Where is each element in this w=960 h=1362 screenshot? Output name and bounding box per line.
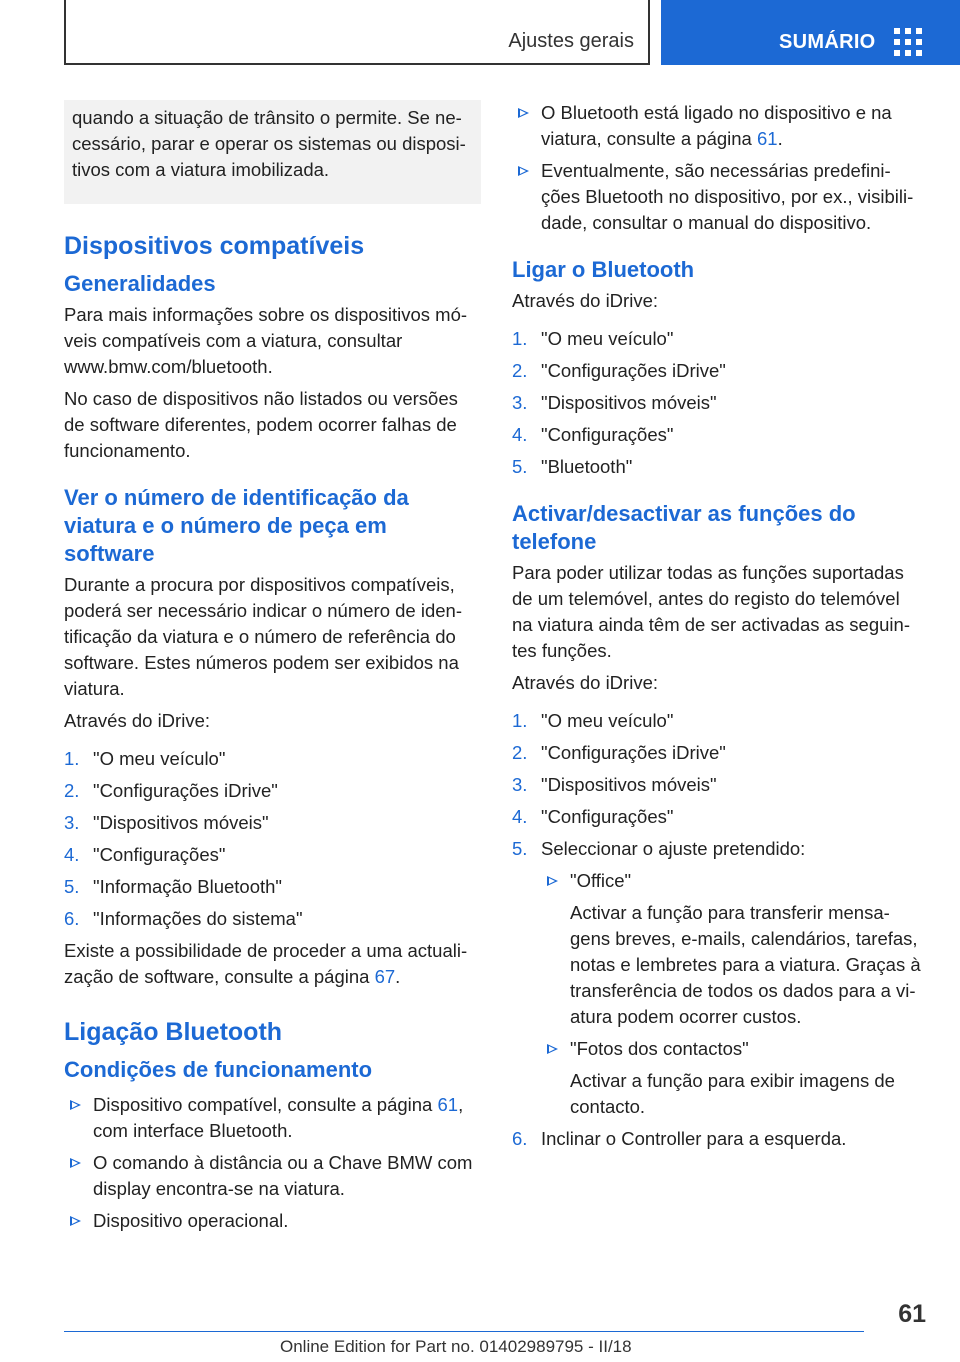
list-item: Dispositivo compatível, consulte a página 61, com interface Bluetooth. <box>64 1092 481 1144</box>
list-item: O comando à distância ou a Chave BMW com display encontra-se na viatura. <box>64 1150 481 1202</box>
paragraph-idrive: Através do iDrive: <box>512 290 658 311</box>
list-item <box>64 746 481 772</box>
header-section-box <box>64 0 650 65</box>
step-text: "Configurações" <box>541 806 674 827</box>
heading-compatible-devices: Dispositivos compatíveis <box>64 232 365 260</box>
right-column <box>512 100 925 1158</box>
step-number: 1. <box>512 710 528 731</box>
step-text: "O meu veículo" <box>541 328 674 349</box>
page-number: 61 <box>898 1300 926 1328</box>
step-text: "Configurações iDrive" <box>541 360 726 381</box>
note-box <box>64 100 481 204</box>
step-text: Seleccionar o ajuste pretendido: <box>541 838 806 859</box>
option-description: Activar a função para transferir mensa-gens breves, e-mails, calendários, tarefas, notas e lembretes para a viatura. Graças à transferência de todos os dados para a vi-atura podem ocorrer custos. <box>570 902 921 1027</box>
heading-switch-on-bluetooth: Ligar o Bluetooth <box>512 257 695 282</box>
triangle-bullet-icon <box>547 1044 558 1054</box>
heading-phone-functions: Activar/desactivar as funções do telefone <box>512 501 856 554</box>
list-item <box>64 778 481 804</box>
grid-icon <box>894 28 922 56</box>
list-item: Eventualmente, são necessárias predefini-ções Bluetooth no dispositivo, por ex., visibili-dade, consultar o manual do dispositivo. <box>512 158 925 236</box>
list-item <box>512 804 925 830</box>
function-steps-list <box>512 708 925 1152</box>
footer-edition: Online Edition for Part no. 01402989795 - II/18 <box>280 1337 632 1356</box>
step-text: "Dispositivos móveis" <box>93 812 269 833</box>
sub-list-item <box>541 1036 925 1120</box>
step-number: 4. <box>512 424 528 445</box>
conditions-list-continued <box>512 100 925 236</box>
paragraph-idrive: Através do iDrive: <box>64 710 210 731</box>
step-text: "Informações do sistema" <box>93 908 303 929</box>
step-text: Inclinar o Controller para a esquerda. <box>541 1128 847 1149</box>
triangle-bullet-icon <box>70 1216 81 1226</box>
option-title: "Office" <box>570 870 632 891</box>
triangle-bullet-icon <box>70 1158 81 1168</box>
sub-list-item <box>541 868 925 1030</box>
step-number: 2. <box>512 360 528 381</box>
step-number: 5. <box>64 876 80 897</box>
step-number: 3. <box>512 392 528 413</box>
page-link[interactable]: 67 <box>374 966 396 987</box>
paragraph-phone-functions: Para poder utilizar todas as funções suportadas de um telemóvel, antes do registo do telemóvel na viatura ainda têm de ser activadas as seguin-tes funções. <box>512 562 910 661</box>
step-number: 2. <box>64 780 80 801</box>
list-item <box>512 772 925 798</box>
steps-list <box>64 746 481 932</box>
list-item <box>512 454 925 480</box>
paragraph-update: Existe a possibilidade de proceder a uma actuali-zação de software, consulte a página 67. <box>64 940 468 987</box>
summary-button[interactable] <box>661 0 960 65</box>
step-text: "Bluetooth" <box>541 456 633 477</box>
list-item <box>512 422 925 448</box>
triangle-bullet-icon <box>518 166 529 176</box>
paragraph-idrive: Através do iDrive: <box>512 672 658 693</box>
list-item <box>512 326 925 352</box>
step-number: 6. <box>512 1128 528 1149</box>
list-item <box>512 1126 925 1152</box>
list-item <box>512 708 925 734</box>
triangle-bullet-icon <box>518 108 529 118</box>
list-item <box>512 740 925 766</box>
step-number: 2. <box>512 742 528 763</box>
page-link[interactable]: 61 <box>756 128 778 149</box>
list-item: Dispositivo operacional. <box>64 1208 481 1234</box>
list-item <box>64 906 481 932</box>
option-title: "Fotos dos contactos" <box>570 1038 749 1059</box>
list-item: O Bluetooth está ligado no dispositivo e na viatura, consulte a página 61. <box>512 100 925 152</box>
list-item <box>64 810 481 836</box>
step-text: "Informação Bluetooth" <box>93 876 282 897</box>
list-item <box>512 836 925 1120</box>
note-text: quando a situação de trânsito o permite. Se ne-cessário, parar e operar os sistemas ou disposi-tivos com a viatura imobilizada. <box>72 107 466 180</box>
paragraph-general-1: Para mais informações sobre os dispositivos mó-veis compatíveis com a viatura, consultar www.bmw.com/bluetooth. <box>64 304 468 377</box>
step-text: "Configurações iDrive" <box>93 780 278 801</box>
sub-list <box>541 868 925 1120</box>
step-text: "O meu veículo" <box>93 748 226 769</box>
step-text: "Configurações" <box>93 844 226 865</box>
paragraph-general-2: No caso de dispositivos não listados ou versões de software diferentes, podem ocorrer falhas de funcionamento. <box>64 388 458 461</box>
step-number: 1. <box>64 748 80 769</box>
heading-conditions: Condições de funcionamento <box>64 1057 373 1082</box>
step-text: "O meu veículo" <box>541 710 674 731</box>
option-description: Activar a função para exibir imagens de contacto. <box>570 1070 895 1117</box>
list-item <box>64 874 481 900</box>
triangle-bullet-icon <box>547 876 558 886</box>
step-text: "Dispositivos móveis" <box>541 774 717 795</box>
step-number: 6. <box>64 908 80 929</box>
conditions-list <box>64 1092 481 1234</box>
step-number: 4. <box>512 806 528 827</box>
step-text: "Configurações iDrive" <box>541 742 726 763</box>
summary-button-label: SUMÁRIO <box>779 31 876 53</box>
list-item <box>512 390 925 416</box>
heading-general: Generalidades <box>64 271 216 296</box>
section-title: Ajustes gerais <box>508 30 634 52</box>
step-number: 3. <box>64 812 80 833</box>
list-item <box>64 842 481 868</box>
step-text: "Dispositivos móveis" <box>541 392 717 413</box>
footer-divider <box>64 1331 864 1332</box>
paragraph-vehicle-id: Durante a procura por dispositivos compatíveis, poderá ser necessário indicar o número de iden-tificação da viatura e o número de referência do software. Estes números podem ser exibidos na viatura. <box>64 574 462 699</box>
triangle-bullet-icon <box>70 1100 81 1110</box>
heading-bluetooth-connection: Ligação Bluetooth <box>64 1018 283 1046</box>
step-number: 3. <box>512 774 528 795</box>
heading-vehicle-id: Ver o número de identificação da viatura e o número de peça em software <box>64 485 409 566</box>
step-number: 5. <box>512 838 528 859</box>
list-item <box>512 358 925 384</box>
bluetooth-steps-list <box>512 326 925 480</box>
step-number: 4. <box>64 844 80 865</box>
left-column <box>64 100 481 1240</box>
page-link[interactable]: 61 <box>437 1094 459 1115</box>
step-number: 5. <box>512 456 528 477</box>
step-number: 1. <box>512 328 528 349</box>
step-text: "Configurações" <box>541 424 674 445</box>
